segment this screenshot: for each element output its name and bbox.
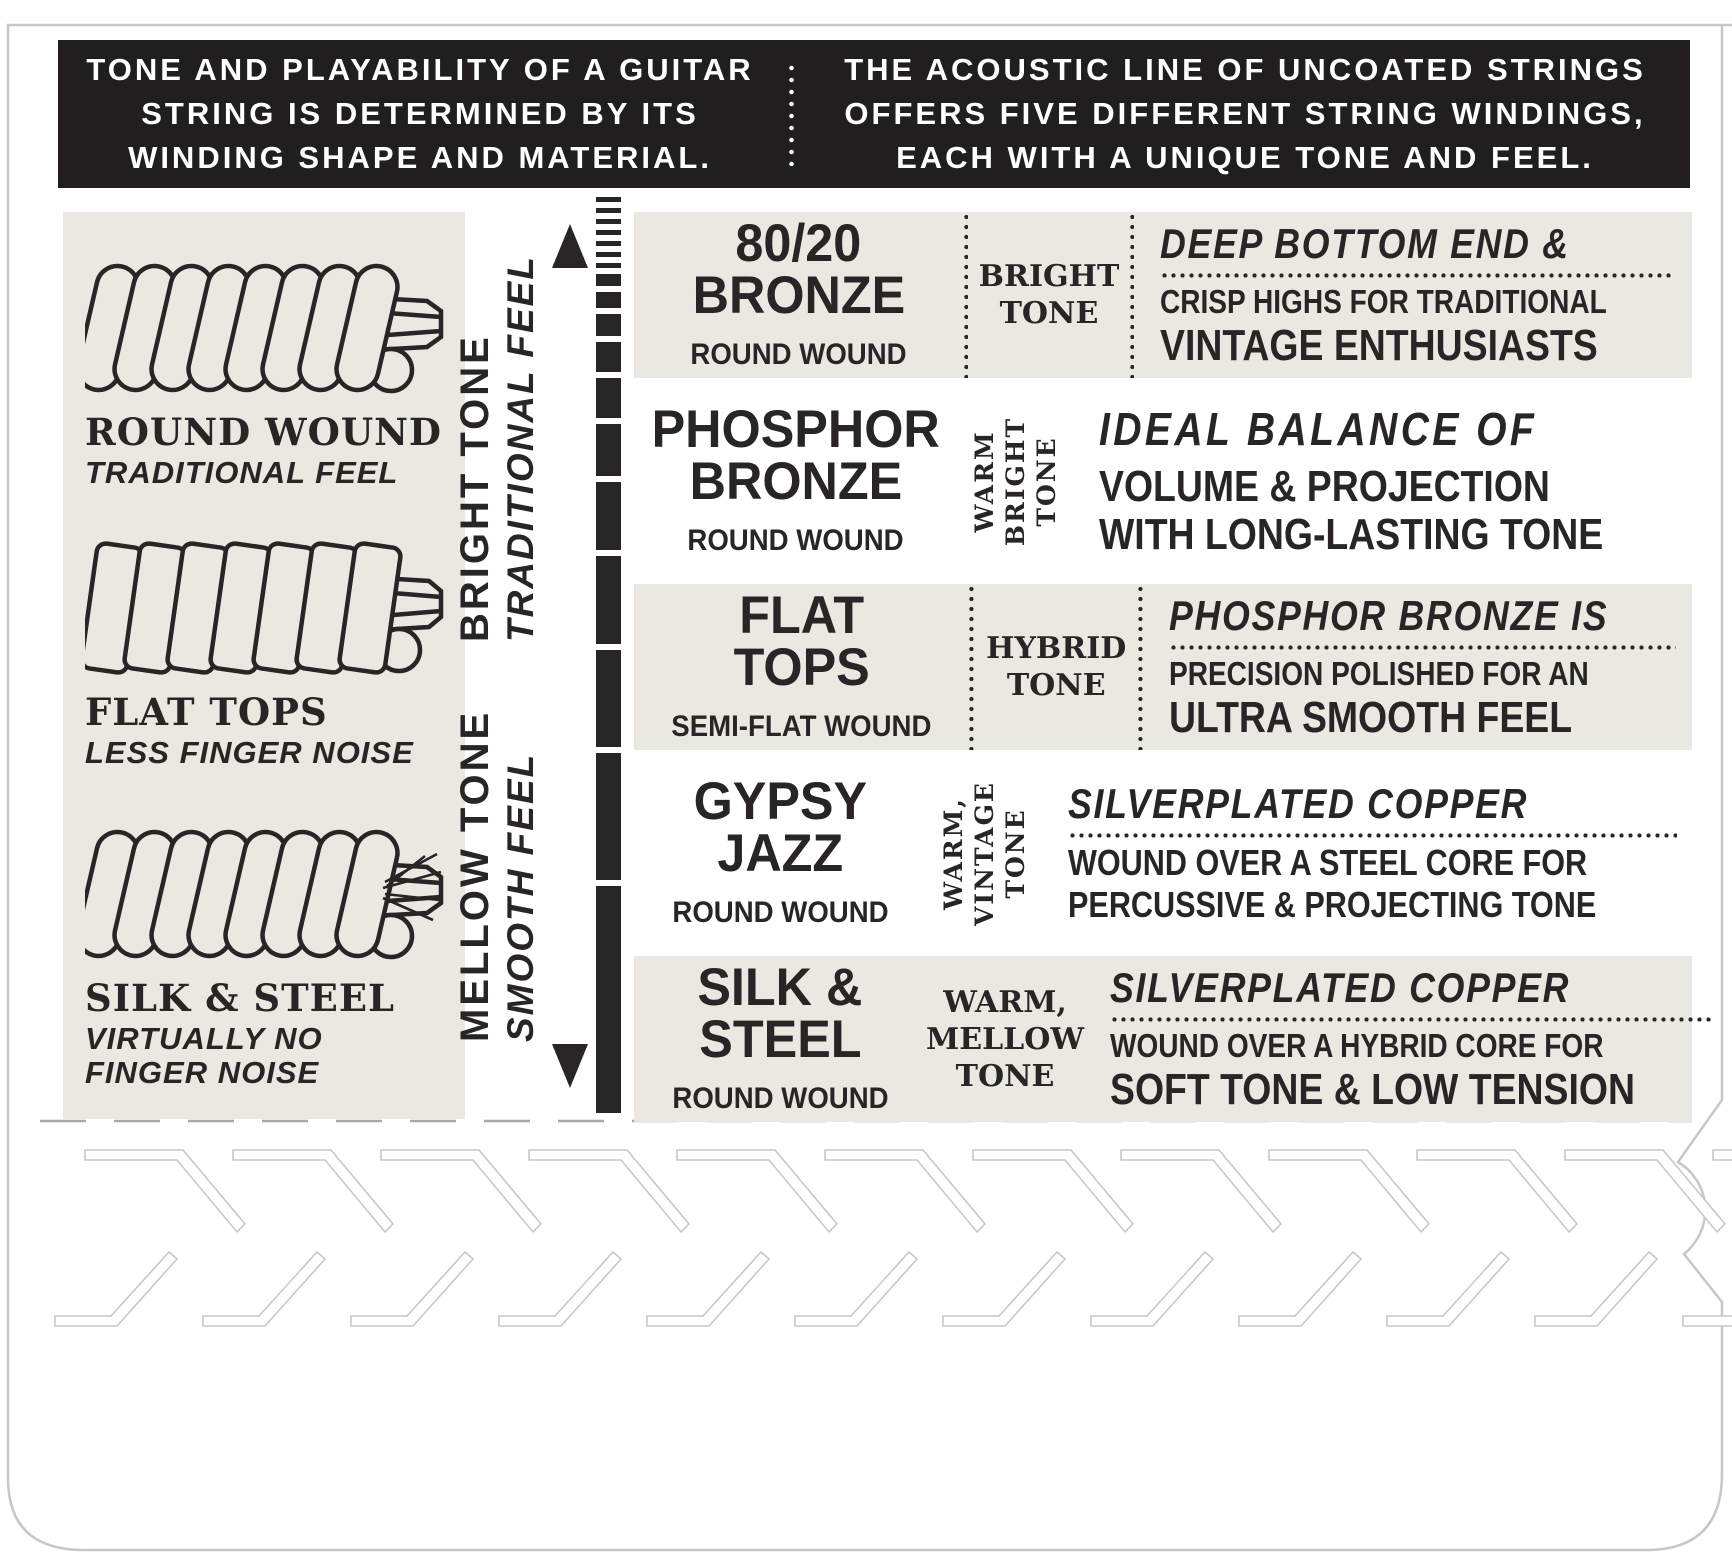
string-name-column (634, 770, 926, 936)
description-emphasis: VINTAGE ENTHUSIASTS (1160, 321, 1599, 370)
dotted-separator (1160, 273, 1675, 278)
string-wind-type: ROUND WOUND (690, 338, 907, 371)
banner-dotted-divider (789, 62, 794, 166)
tone-scale-bar-segment (596, 263, 621, 268)
tone-scale-bar-segment (596, 650, 621, 747)
winding-name: SILK & STEEL (85, 976, 396, 1020)
tone-scale-bar-segment (596, 274, 621, 286)
description-column (1143, 584, 1692, 750)
description-line: WOUND OVER A HYBRID CORE FOR (1110, 1027, 1604, 1064)
tone-scale-bar-segment (596, 292, 621, 308)
description-line: WOUND OVER A STEEL CORE FOR (1068, 842, 1588, 883)
banner-left-line-3: WINDING SHAPE AND MATERIAL. (128, 140, 712, 175)
description-emphasis: WITH LONG-LASTING TONE (1099, 509, 1604, 559)
winding-name: ROUND WOUND (85, 410, 442, 454)
tone-line: WARM, (938, 796, 968, 910)
tone-scale-bar-segment (596, 314, 621, 336)
winding-tagline: LESS FINGER NOISE (85, 735, 414, 770)
tone-scale-bar-segment (596, 886, 621, 1113)
string-row-gypsy-jazz (634, 770, 1692, 936)
string-row-silk-and-steel (634, 956, 1692, 1122)
string-row-80-20-bronze (634, 212, 1692, 378)
tone-line: TONE (955, 1058, 1055, 1094)
banner-right-line-3: EACH WITH A UNIQUE TONE AND FEEL. (896, 140, 1594, 175)
string-row-flat-tops (634, 584, 1692, 750)
string-name-column (634, 956, 926, 1122)
winding-round-wound (85, 260, 447, 490)
arrow-up-icon (552, 224, 588, 268)
die-cut-chevron-pattern (30, 1146, 1732, 1358)
string-name-line-1: GYPSY (693, 772, 867, 831)
banner-left-line-1: TONE AND PLAYABILITY OF A GUITAR (86, 52, 754, 87)
tone-line: TONE (1006, 668, 1106, 703)
tone-scale-bar-segment (596, 230, 621, 235)
string-name-column (634, 398, 957, 564)
description-headline: SILVERPLATED COPPER (1110, 964, 1571, 1011)
tone-line: BRIGHT (1000, 416, 1030, 546)
tone-scale-bar-segment (596, 219, 621, 224)
tone-column (957, 398, 1073, 564)
description-emphasis: PERCUSSIVE & PROJECTING TONE (1068, 884, 1597, 925)
tone-line: VINTAGE (969, 780, 999, 926)
silk-and-steel-coil-illustration (85, 826, 447, 962)
flat-tops-coil-illustration (85, 540, 447, 676)
winding-tagline: TRADITIONAL FEEL (85, 455, 399, 490)
description-line: PRECISION POLISHED FOR AN (1169, 655, 1590, 692)
winding-silk-and-steel (85, 826, 447, 1090)
string-wind-type: SEMI-FLAT WOUND (671, 710, 932, 743)
description-headline: PHOSPHOR BRONZE IS (1169, 592, 1609, 639)
smooth-feel-label: SMOOTH FEEL (500, 752, 541, 1042)
tone-column (926, 770, 1042, 936)
tone-column (974, 584, 1138, 750)
dotted-separator (1169, 645, 1675, 650)
description-line: CRISP HIGHS FOR TRADITIONAL (1160, 283, 1608, 320)
string-wind-type: ROUND WOUND (687, 524, 904, 557)
round-wound-coil-illustration (85, 260, 447, 396)
description-column (1042, 770, 1695, 936)
description-headline: SILVERPLATED COPPER (1068, 780, 1529, 827)
tone-scale-top-label (452, 194, 544, 642)
mellow-tone-label: MELLOW TONE (453, 709, 497, 1042)
description-emphasis: ULTRA SMOOTH FEEL (1169, 693, 1573, 742)
tone-line: MELLOW (926, 1021, 1085, 1057)
tone-rotated-text (969, 416, 1062, 545)
tone-scale-bar-segment (596, 342, 621, 372)
intro-banner (58, 40, 1690, 188)
tone-scale-bar-segment (596, 378, 621, 418)
tone-scale-bar-segment (596, 252, 621, 257)
string-name-line-2: BRONZE (692, 266, 906, 325)
tone-line: TONE (999, 296, 1099, 331)
description-emphasis: SOFT TONE & LOW TENSION (1110, 1065, 1636, 1114)
tone-scale-bar-segment (596, 208, 621, 213)
description-column (1134, 212, 1692, 378)
string-row-phosphor-bronze (634, 398, 1692, 564)
string-name-line-1: PHOSPHOR (651, 400, 940, 459)
tone-line: WARM, (943, 984, 1067, 1020)
tone-scale-bar-segment (596, 753, 621, 880)
tone-scale-bar-segment (596, 241, 621, 246)
string-name-line-2: BRONZE (689, 452, 902, 511)
tone-scale-bar-segment (596, 482, 621, 550)
banner-right-line-1: THE ACOUSTIC LINE OF UNCOATED STRINGS (844, 52, 1646, 87)
tone-column (968, 212, 1129, 378)
description-column (1084, 956, 1732, 1122)
string-name-line-1: SILK & (697, 958, 863, 1017)
tone-line: TONE (1031, 435, 1061, 527)
dotted-separator (1110, 1017, 1715, 1022)
tone-rotated-text (938, 781, 1031, 926)
tone-line: TONE (1000, 807, 1030, 899)
string-name-column (634, 212, 964, 378)
description-column (1073, 398, 1698, 564)
tone-scale-bar-segment (596, 197, 621, 202)
banner-left-line-2: STRING IS DETERMINED BY ITS (141, 96, 699, 131)
string-name-line-1: 80/20 (735, 214, 862, 273)
tone-line: WARM (969, 429, 999, 533)
tone-line: BRIGHT (978, 259, 1120, 294)
winding-flat-tops (85, 540, 447, 770)
description-line: VOLUME & PROJECTION (1099, 461, 1551, 511)
banner-right-text (800, 48, 1690, 180)
winding-tagline-line-1: VIRTUALLY NO (85, 1021, 323, 1056)
string-name-column (634, 584, 969, 750)
tone-scale-bar-segment (596, 556, 621, 644)
string-name-line-1: FLAT (739, 586, 865, 645)
string-name-line-2: TOPS (733, 638, 870, 697)
winding-types-panel (63, 212, 465, 1119)
banner-right-line-2: OFFERS FIVE DIFFERENT STRING WINDINGS, (844, 96, 1646, 131)
tone-scale-bar-segment (596, 424, 621, 476)
tone-scale-bar (596, 197, 621, 1119)
banner-left-text (58, 48, 782, 180)
tone-column (926, 956, 1084, 1122)
arrow-down-icon (552, 1044, 588, 1088)
dotted-separator (1068, 833, 1677, 838)
winding-tagline-line-2: FINGER NOISE (85, 1055, 320, 1090)
description-headline: IDEAL BALANCE OF (1099, 402, 1538, 455)
winding-name: FLAT TOPS (85, 690, 328, 734)
string-name-line-2: JAZZ (717, 824, 843, 883)
string-wind-type: ROUND WOUND (671, 1082, 889, 1115)
description-headline: DEEP BOTTOM END & (1160, 220, 1571, 267)
bright-tone-label: BRIGHT TONE (453, 334, 497, 642)
string-wind-type: ROUND WOUND (671, 896, 889, 929)
tone-line: HYBRID (986, 631, 1127, 666)
tone-scale-bottom-label (452, 709, 544, 1042)
string-name-line-2: STEEL (698, 1010, 862, 1069)
traditional-feel-label: TRADITIONAL FEEL (500, 255, 541, 642)
